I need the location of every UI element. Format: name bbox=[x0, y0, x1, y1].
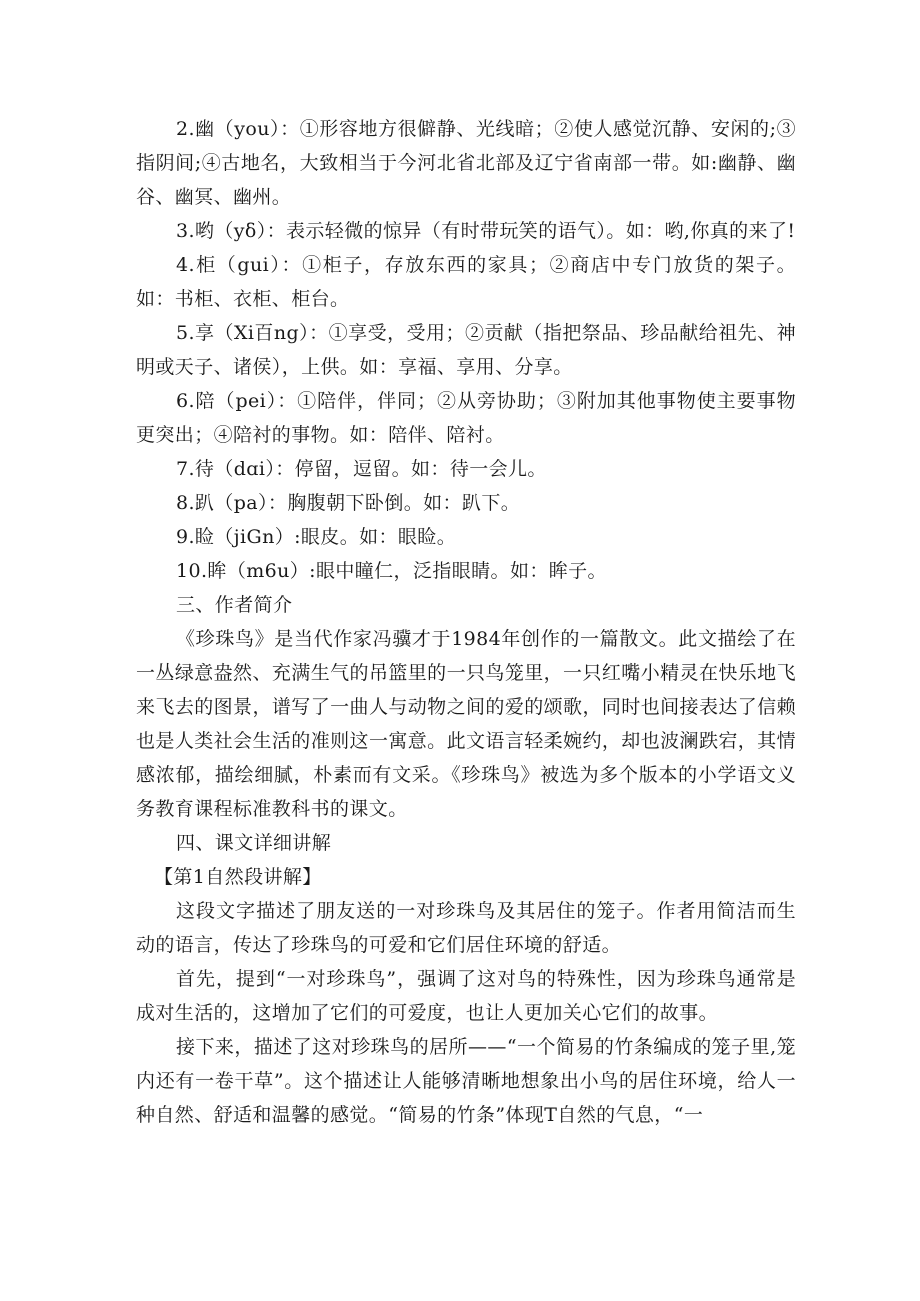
explanation-paragraph: 首先，提到“一对珍珠鸟”，强调了这对鸟的特殊性，因为珍珠鸟通常是成对生活的，这增加了它们的可爱度，也让人更加关心它们的故事。 bbox=[136, 968, 796, 1024]
document-body bbox=[136, 112, 796, 1132]
vocab-entry-9: 9.睑（jiGn）:眼皮。如：眼睑。 bbox=[176, 526, 457, 548]
explanation-paragraph: 接下来，描述了这对珍珠鸟的居所——“一个简易的竹条编成的笼子里,笼内还有一卷干草”。这个描述让人能够清晰地想象出小鸟的居住环境，给人一种自然、舒适和温馨的感觉。“简易的竹条”体现T自然的气息，“一 bbox=[136, 1036, 796, 1126]
author-intro-paragraph: 《珍珠鸟》是当代作家冯骥才于1984年创作的一篇散文。此文描绘了在一丛绿意盎然、充满生气的吊篮里的一只鸟笼里，一只红嘴小精灵在快乐地飞来飞去的图景，谱写了一曲人与动物之间的爱的颂歌，同时也间接表达了信赖也是人类社会生活的准则这一寓意。此文语言轻柔婉约，却也波澜跌宕，其情感浓郁，描绘细腻，朴素而有文采。《珍珠鸟》被选为多个版本的小学语文义务教育课程标准教科书的课文。 bbox=[136, 628, 796, 820]
vocab-entry-2: 2.幽（you）：①形容地方很僻静、光线暗；②使人感觉沉静、安闲的;③指阴间;④古地名，大致相当于今河北省北部及辽宁省南部一带。如:幽静、幽谷、幽冥、幽州。 bbox=[136, 118, 796, 208]
explanation-paragraph: 这段文字描述了朋友送的一对珍珠鸟及其居住的笼子。作者用简洁而生动的语言，传达了珍珠鸟的可爱和它们居住环境的舒适。 bbox=[136, 900, 796, 956]
vocab-entry-6: 6.陪（pei）：①陪伴，伴同；②从旁协助；③附加其他事物使主要事物更突出；④陪衬的事物。如：陪伴、陪衬。 bbox=[136, 390, 796, 446]
vocab-entry-10: 10.眸（m6u）:眼中瞳仁，泛指眼睛。如：眸子。 bbox=[176, 560, 607, 582]
vocab-entry-3: 3.哟（yδ）：表示轻微的惊异（有时带玩笑的语气）。如：哟,你真的来了! bbox=[176, 220, 796, 242]
vocab-entry-8: 8.趴（pa）：胸腹朝下卧倒。如：趴下。 bbox=[176, 492, 521, 514]
vocab-entry-7: 7.待（dɑi）：停留，逗留。如：待一会儿。 bbox=[176, 458, 547, 480]
vocab-entry-4: 4.柜（gui）：①柜子，存放东西的家具；②商店中专门放货的架子。如：书柜、衣柜、柜台。 bbox=[136, 254, 796, 310]
vocab-entry-5: 5.享（Xi百ng）：①享受，受用；②贡献（指把祭品、珍品献给祖先、神明或天子、诸侯），上供。如：享福、享用、分享。 bbox=[136, 322, 796, 378]
section-heading-author: 三、作者简介 bbox=[176, 594, 293, 616]
section-heading-lesson: 四、课文详细讲解 bbox=[176, 832, 332, 854]
subheading-paragraph-1: 【第1自然段讲解】 bbox=[154, 866, 322, 888]
